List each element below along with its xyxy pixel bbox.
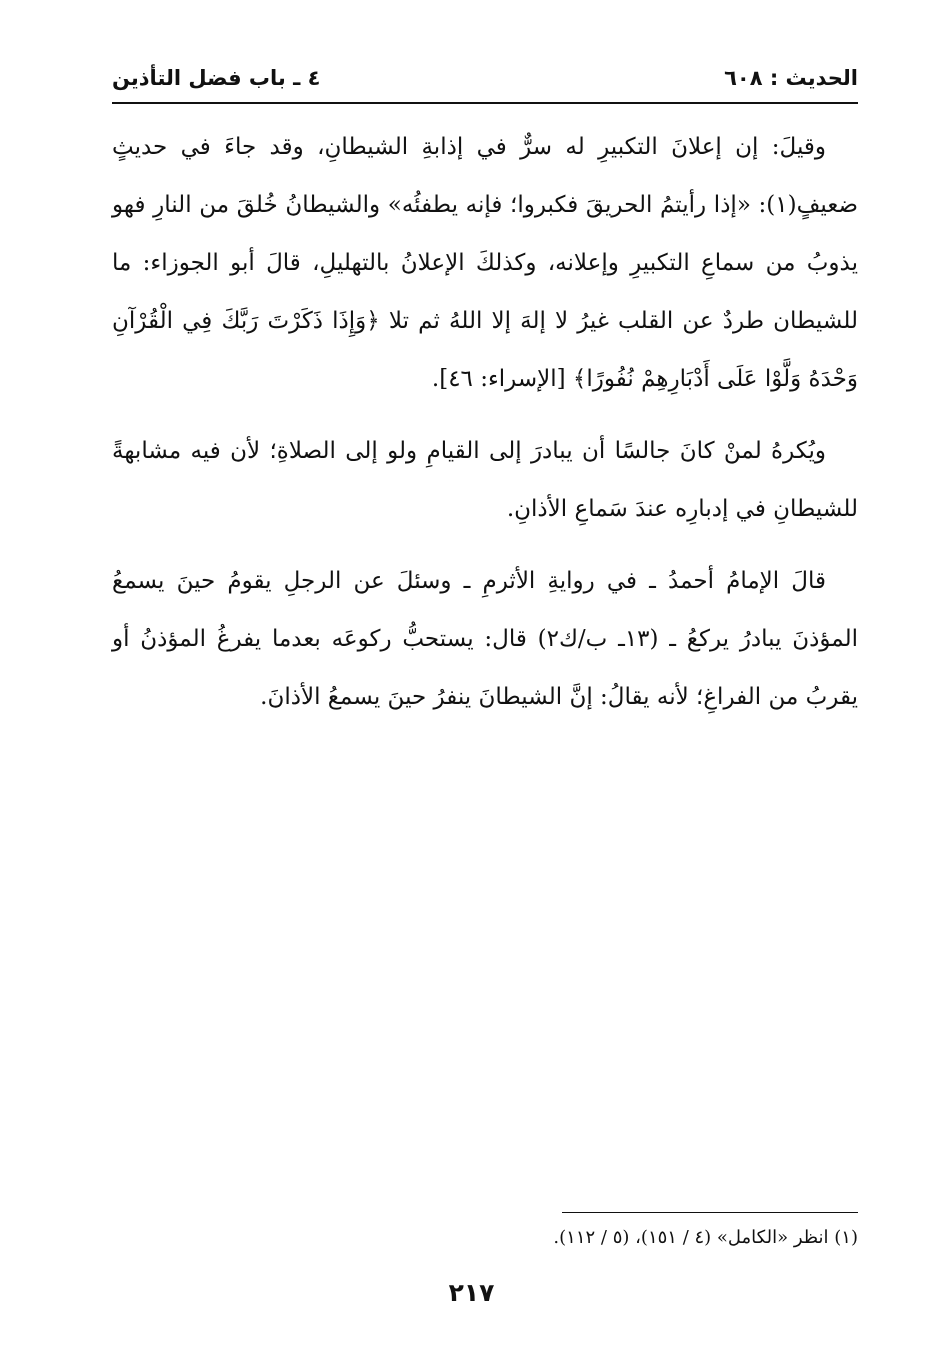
chapter-title: ٤ ـ باب فضل التأذين [112,66,321,90]
main-text [112,118,858,740]
footnote-divider [562,1212,858,1213]
paragraph-1: وقيلَ: إن إعلانَ التكبيرِ له سرٌّ في إذابةِ الشيطانِ، وقد جاءَ في حديثٍ ضعيفٍ(١): «إذا رأيتمُ الحريقَ فكبروا؛ فإنه يطفئُه» والشيطانُ خُلقَ من النارِ فهو يذوبُ من سماعِ التكبيرِ وإعلانه، وكذلكَ الإعلانُ بالتهليلِ، قالَ أبو الجوزاء: ما للشيطان طردٌ عن القلب غيرُ لا إلهَ إلا اللهُ ثم تلا ﴿وَإِذَا ذَكَرْتَ رَبَّكَ فِي الْقُرْآنِ وَحْدَهُ وَلَّوْا عَلَى أَدْبَارِهِمْ نُفُورًا﴾ [الإسراء: ٤٦]. [112,134,858,392]
footnote: (١) انظر «الكامل» (٤ / ١٥١)، (٥ / ١١٢). [553,1227,858,1248]
hadith-number: الحديث : ٦٠٨ [724,66,858,90]
running-header [112,58,858,98]
page-number: ٢١٧ [448,1278,495,1307]
paragraph-2: ويُكرهُ لمنْ كانَ جالسًا أن يبادرَ إلى القيامِ ولو إلى الصلاةِ؛ لأن فيه مشابهةً للشيطانِ في إدبارِه عندَ سَماعِ الأذانِ. [112,438,858,522]
header-divider [112,102,858,104]
paragraph-3: قالَ الإمامُ أحمدُ ـ في روايةِ الأثرمِ ـ وسئلَ عن الرجلِ يقومُ حينَ يسمعُ المؤذنَ يبادرُ يركعُ ـ (١٣ـ ب/ك٢) قال: يستحبُّ ركوعَه بعدما يفرغُ المؤذنُ أو يقربُ من الفراغِ؛ لأنه يقالُ: إنَّ الشيطانَ ينفرُ حينَ يسمعُ الأذانَ. [112,568,858,710]
